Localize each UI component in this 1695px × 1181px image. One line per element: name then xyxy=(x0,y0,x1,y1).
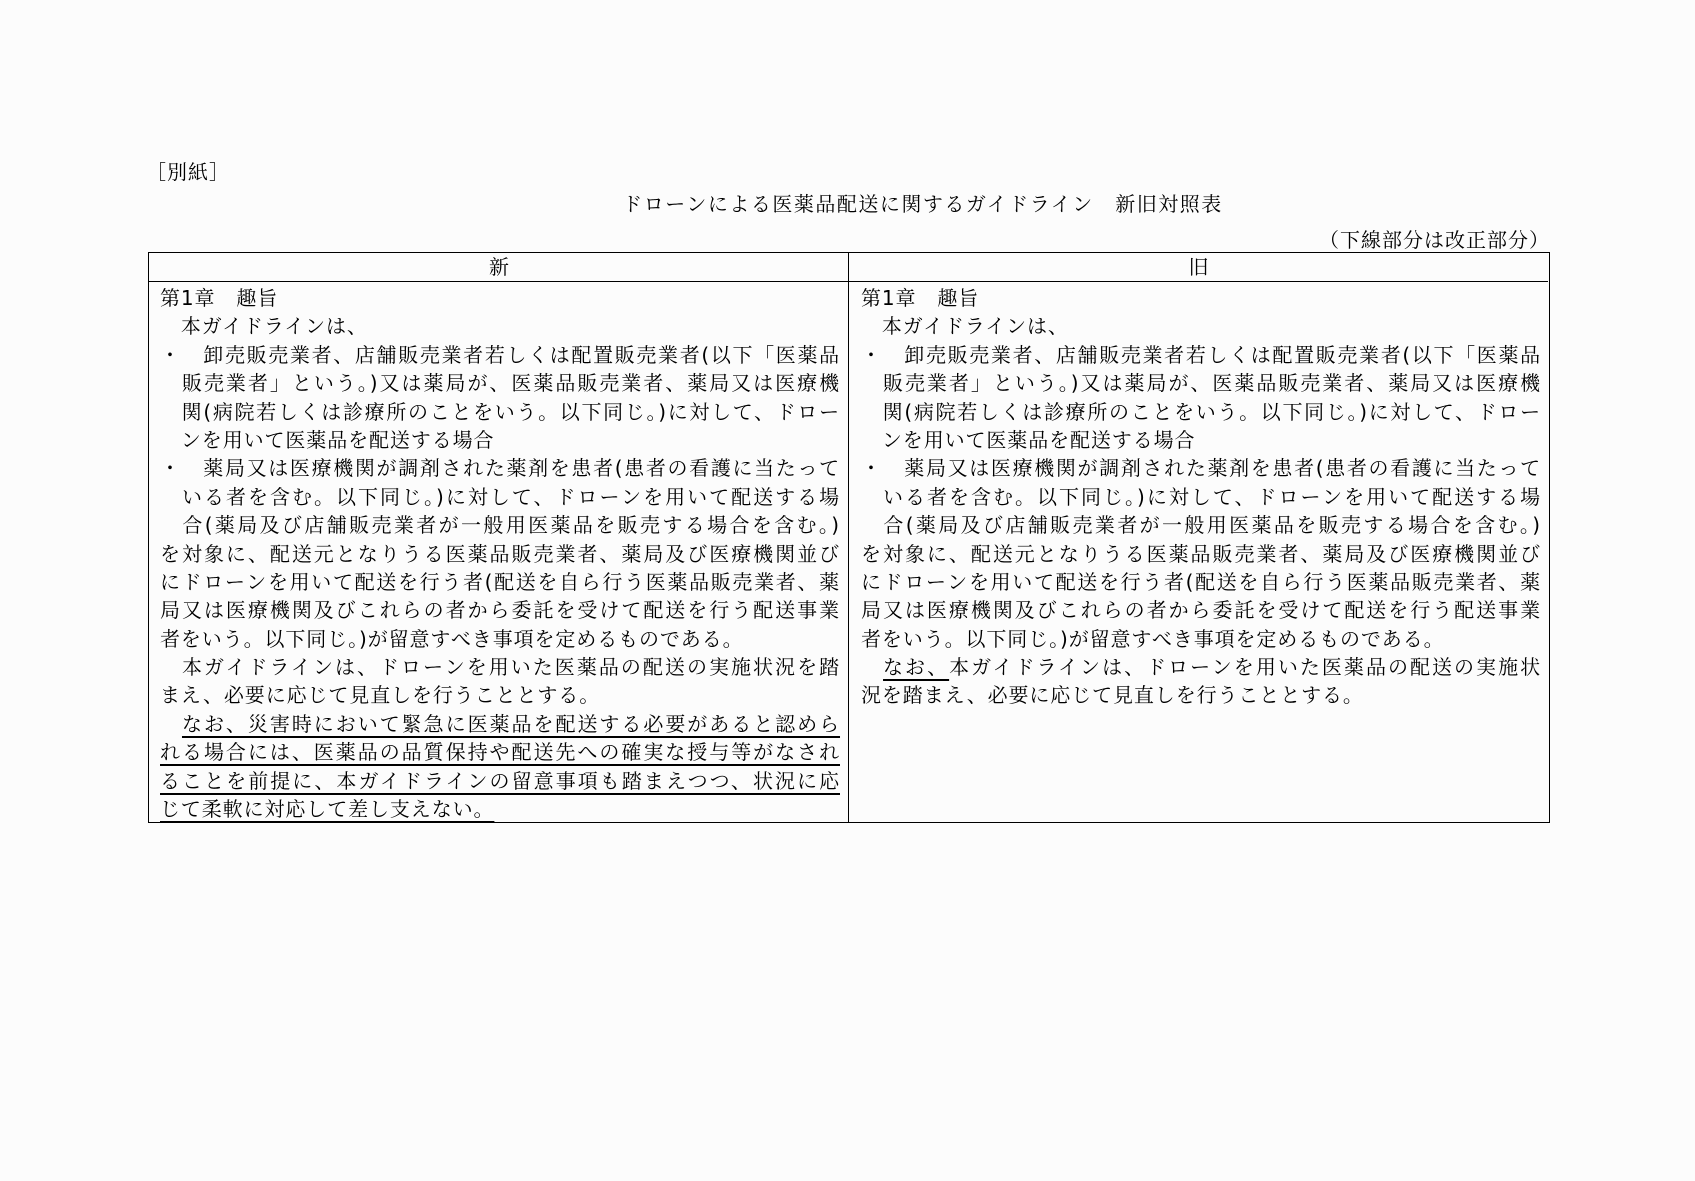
text-line xyxy=(861,568,1541,596)
line-text: 販売業者」という。)又は薬局が、医薬品販売業者、薬局又は医療機 xyxy=(160,371,840,396)
line-text: まえ、必要に応じて見直しを行うこととする。 xyxy=(160,683,601,708)
line-text: 本ガイドラインは、 xyxy=(160,314,368,339)
line-text: 本ガイドラインは、ドローンを用いた医薬品の配送の実施状況を踏 xyxy=(160,655,840,680)
line-text: いる者を含む。以下同じ。)に対して、ドローンを用いて配送する場 xyxy=(861,484,1541,509)
line-text: 販売業者」という。)又は薬局が、医薬品販売業者、薬局又は医療機 xyxy=(861,371,1541,396)
text-line xyxy=(160,596,840,624)
line-text: を対象に、配送元となりうる医薬品販売業者、薬局及び医療機関並び xyxy=(160,541,840,566)
text-line xyxy=(160,540,840,568)
text-line xyxy=(861,511,1541,539)
line-text: 者をいう。以下同じ。)が留意すべき事項を定めるものである。 xyxy=(160,626,744,651)
text-line xyxy=(160,710,840,738)
line-text: 関(病院若しくは診療所のことをいう。以下同じ。)に対して、ドロー xyxy=(160,399,840,424)
text-line xyxy=(160,284,840,312)
text-line xyxy=(160,681,840,709)
line-text: にドローンを用いて配送を行う者(配送を自ら行う医薬品販売業者、薬 xyxy=(861,569,1541,594)
amended-text: じて柔軟に対応して差し支えない。 xyxy=(160,797,495,822)
text-line xyxy=(861,398,1541,426)
attachment-label: ［別紙］ xyxy=(146,160,230,184)
line-text: 局又は医療機関及びこれらの者から委託を受けて配送を行う配送事業 xyxy=(861,598,1541,623)
line-text: にドローンを用いて配送を行う者(配送を自ら行う医薬品販売業者、薬 xyxy=(160,569,840,594)
text-line xyxy=(160,511,840,539)
line-text: 局又は医療機関及びこれらの者から委託を受けて配送を行う配送事業 xyxy=(160,598,840,623)
text-line xyxy=(160,398,840,426)
text-line xyxy=(861,540,1541,568)
line-text xyxy=(861,655,883,679)
text-line xyxy=(861,625,1541,653)
column-body-new xyxy=(160,284,840,823)
text-line xyxy=(160,454,840,482)
text-line xyxy=(160,426,840,454)
line-text: ンを用いて医薬品を配送する場合 xyxy=(160,427,495,452)
line-text: ・ 卸売販売業者、店舗販売業者若しくは配置販売業者(以下「医薬品 xyxy=(160,342,840,367)
line-text: 者をいう。以下同じ。)が留意すべき事項を定めるものである。 xyxy=(861,626,1445,651)
line-text xyxy=(160,712,182,736)
text-line xyxy=(861,369,1541,397)
document-title xyxy=(0,188,1695,217)
amended-text: なお、 xyxy=(883,655,950,680)
line-text: いる者を含む。以下同じ。)に対して、ドローンを用いて配送する場 xyxy=(160,484,840,509)
text-line xyxy=(861,426,1541,454)
text-line xyxy=(160,341,840,369)
text-line xyxy=(861,284,1541,312)
line-text: ンを用いて医薬品を配送する場合 xyxy=(861,427,1196,452)
line-text: ・ 薬局又は医療機関が調剤された薬剤を患者(患者の看護に当たって xyxy=(861,456,1541,481)
line-text: 関(病院若しくは診療所のことをいう。以下同じ。)に対して、ドロー xyxy=(861,399,1541,424)
text-line xyxy=(160,369,840,397)
column-header-new: 新 xyxy=(149,253,849,282)
line-text: 第1章 趣旨 xyxy=(861,286,980,310)
amended-text: ることを前提に、本ガイドラインの留意事項も踏まえつつ、状況に応 xyxy=(160,768,840,793)
line-text: 第1章 趣旨 xyxy=(160,286,279,310)
amended-text: なお、災害時において緊急に医薬品を配送する必要があると認めら xyxy=(181,711,841,736)
text-line xyxy=(160,795,840,823)
line-text: 本ガイドラインは、ドローンを用いた医薬品の配送の実施状 xyxy=(949,655,1542,680)
column-header-old: 旧 xyxy=(849,253,1548,282)
column-divider xyxy=(848,253,849,822)
line-text: 況を踏まえ、必要に応じて見直しを行うこととする。 xyxy=(861,683,1364,708)
line-text: ・ 薬局又は医療機関が調剤された薬剤を患者(患者の看護に当たって xyxy=(160,456,840,481)
text-line xyxy=(160,738,840,766)
text-line xyxy=(861,312,1541,340)
text-line xyxy=(861,341,1541,369)
text-line xyxy=(861,596,1541,624)
line-text: 合(薬局及び店舗販売業者が一般用医薬品を販売する場合を含む。) xyxy=(861,513,1541,538)
text-line xyxy=(160,653,840,681)
line-text: を対象に、配送元となりうる医薬品販売業者、薬局及び医療機関並び xyxy=(861,541,1541,566)
text-line xyxy=(160,767,840,795)
comparison-table xyxy=(148,252,1550,823)
line-text: 本ガイドラインは、 xyxy=(861,314,1069,339)
text-line xyxy=(861,653,1541,681)
text-line xyxy=(861,681,1541,709)
line-text: ・ 卸売販売業者、店舗販売業者若しくは配置販売業者(以下「医薬品 xyxy=(861,342,1541,367)
text-line xyxy=(861,483,1541,511)
text-line xyxy=(160,312,840,340)
text-line xyxy=(160,483,840,511)
amended-text: れる場合には、医薬品の品質保持や配送先への確実な授与等がなされ xyxy=(160,740,840,765)
underline-note: （下線部分は改正部分） xyxy=(1319,228,1550,252)
column-body-old xyxy=(861,284,1541,710)
document-title-text: ドローンによる医薬品配送に関するガイドライン 新旧対照表 xyxy=(622,192,1223,216)
text-line xyxy=(160,625,840,653)
text-line xyxy=(160,568,840,596)
text-line xyxy=(861,454,1541,482)
line-text: 合(薬局及び店舗販売業者が一般用医薬品を販売する場合を含む。) xyxy=(160,513,840,538)
